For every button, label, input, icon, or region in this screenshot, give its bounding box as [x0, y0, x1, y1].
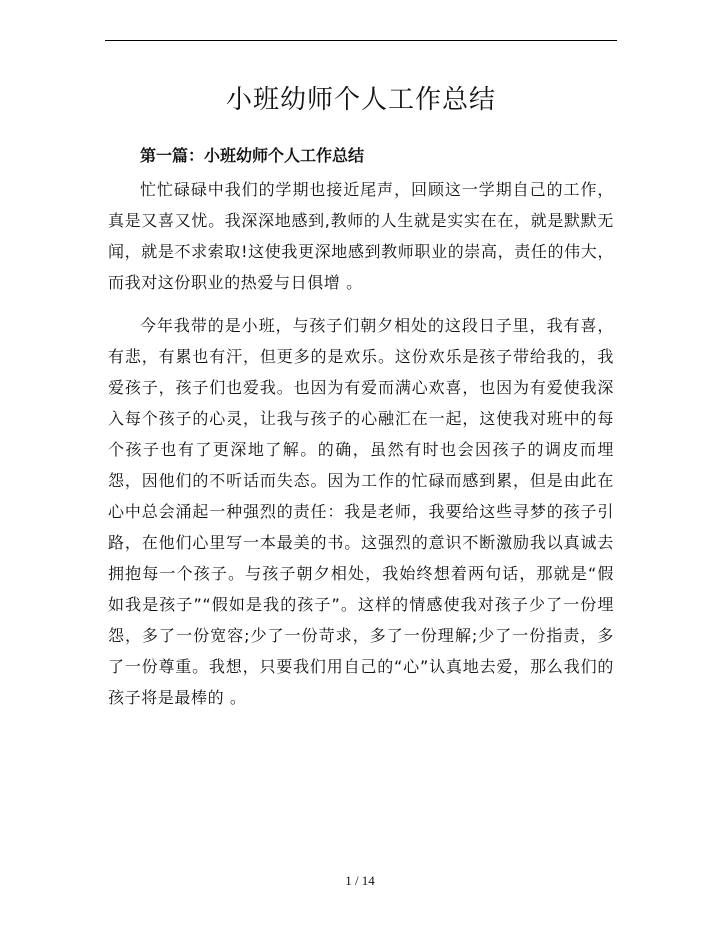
paragraph-1: 忙忙碌碌中我们的学期也接近尾声，回顾这一学期自己的工作，真是又喜又忧。我深深地感到,教师的人生就是实实在在，就是默默无闻，就是不求索取!这使我更深地感到教师职业的崇高，责任的伟大，而我对这份职业的热爱与日俱增 。 — [108, 180, 614, 292]
header-rule — [105, 40, 617, 41]
body-text — [108, 174, 614, 725]
section-heading: 第一篇：小班幼师个人工作总结 — [140, 146, 365, 165]
page-number: 1 / 14 — [345, 873, 375, 888]
paragraph-2: 今年我带的是小班，与孩子们朝夕相处的这段日子里，我有喜，有悲，有累也有汗，但更多的是欢乐。这份欢乐是孩子带给我的，我爱孩子，孩子们也爱我。也因为有爱而满心欢喜，也因为有爱使我深入每个孩子的心灵，让我与孩子的心融汇在一起，这使我对班中的每个孩子也有了更深地了解。的确，虽然有时也会因孩子的调皮而埋怨，因他们的不听话而失态。因为工作的忙碌而感到累，但是由此在心中总会涌起一种强烈的责任：我是老师，我要给这些寻梦的孩子引路，在他们心里写一本最美的书。这强烈的意识不断激励我以真诚去拥抱每一个孩子。与孩子朝夕相处，我始终想着两句话，那就是“假如我是孩子”“假如是我的孩子”。这样的情感使我对孩子少了一份埋怨，多了一份宽容;少了一份苛求，多了一份理解;少了一份指责，多了一份尊重。我想，只要我们用自己的“心”认真地去爱，那么我们的孩子将是最棒的 。 — [108, 316, 614, 707]
document-title: 小班幼师个人工作总结 — [225, 85, 496, 115]
